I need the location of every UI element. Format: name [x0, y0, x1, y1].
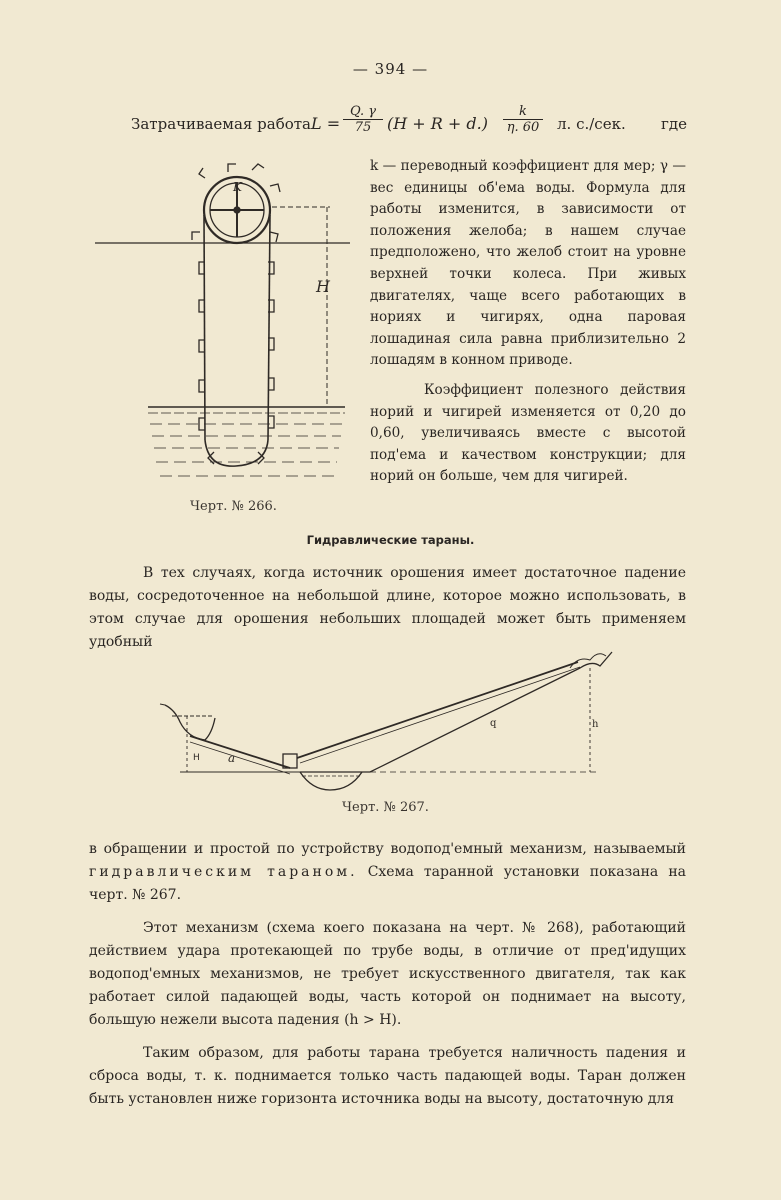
delivery-pipe [297, 662, 578, 758]
label-H-267: H [193, 753, 200, 763]
term-hydraulic-ram: гидравлическим тараном. [89, 864, 358, 880]
right-column-para-2: Коэффициент полезного действия норий и чигирей изменяется от 0,20 до 0,60, увеличиваясь вместе с высотой под'ема и качеством конструкции; для норий он больше, чем для чигирей. [370, 381, 686, 485]
formula-frac2-denominator: η. 60 [506, 120, 540, 135]
label-q: q [490, 718, 497, 729]
label-H: H [316, 277, 330, 296]
label-K: K [233, 180, 242, 194]
figure-267-caption: Черт. № 267. [342, 800, 429, 815]
label-h: h [592, 719, 599, 730]
formula-frac1-numerator: Q. γ [343, 104, 383, 120]
formula-L: L = [311, 114, 341, 133]
formula-frac1-denominator: 75 [354, 120, 372, 135]
label-a: a [228, 751, 236, 765]
body-para-1b-end: Схема таранной установки показана на черт. № 267. [89, 864, 687, 903]
reservoir-left [165, 705, 215, 740]
formula-parenthesis: (H + R + d.) [387, 114, 488, 133]
body-para-1a-text: В тех случаях, когда источник орошения имеет достаточное падение воды, сосредоточенное на небольшой длине, которое можно использовать, в этом случае для орошения небольших площадей может быть применяем удобный [89, 565, 686, 650]
body-main [89, 838, 686, 1121]
figure-266-caption: Черт. № 266. [190, 499, 277, 514]
body-para-3: Таким образом, для работы тарана требуется наличность падения и сброса воды, т. к. поднимается только часть падающей воды. Таран должен быть установлен ниже горизонта источника воды на высоту, достаточную для [89, 1045, 686, 1107]
body-para-1b [89, 838, 686, 907]
formula-unit: л. с./сек. [557, 115, 626, 133]
lower-pond [300, 772, 362, 790]
formula-label: Затрачиваемая работа [131, 115, 311, 133]
page-number: — 394 — [352, 60, 429, 78]
right-column-para-1: k — переводный коэффициент для мер; γ — вес единицы об'ема воды. Формула для работы изменится, в зависимости от положения желоба; в нашем случае предположено, что желоб стоит на уровне верхней точки колеса. При живых двигателях, чаще всего работающих в нориях и чигирях, одна паровая лошадиная сила равна приблизительно 2 лошадям в конном приводе. [370, 158, 686, 369]
body-para-2: Этот механизм (схема коего показана на черт. № 268), работающий действием удара протекающей по трубе воды, в отличие от пред'идущих водопод'емных механизмов, не требует искусственного двигателя, так как работает силой падающей воды, часть которой он поднимает на высоту, большую нежели высота падения (h > H). [89, 920, 686, 1028]
section-heading: Гидравлические тараны. [306, 533, 475, 547]
supply-pipe [190, 736, 290, 768]
body-para-1b-start: в обращении и простой по устройству водопод'емный механизм, называемый [89, 841, 686, 857]
ground-slope [300, 652, 612, 772]
formula-where: где [661, 115, 687, 133]
formula-frac2-numerator: k [503, 104, 543, 120]
